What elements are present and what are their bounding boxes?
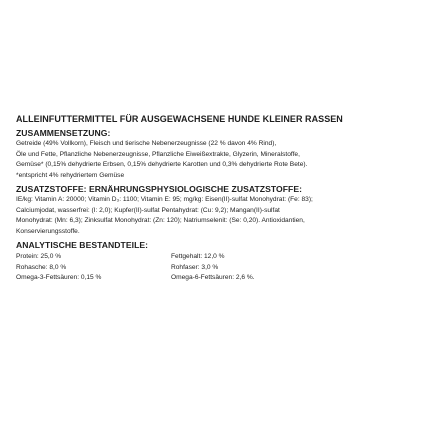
nutrient-fibre: Rohfaser: 3,0 % xyxy=(171,263,219,271)
additives-line: Konservierungsstoffe. xyxy=(16,227,80,235)
nutrient-ash: Rohasche: 8,0 % xyxy=(16,263,67,271)
analytical-heading: ANALYTISCHE BESTANDTEILE: xyxy=(16,240,149,250)
analytical-section xyxy=(16,240,430,284)
nutrient-protein: Protein: 25,0 % xyxy=(16,253,62,260)
nutrient-omega3: Omega-3-Fettsäuren: 0,15 % xyxy=(16,274,102,282)
additives-line: Monohydrat: (Mn: 6,3); Zinksulfat Monohydrat: (Zn: 120); Natriumselenit: (Se: 0,20). Antioxidantien, xyxy=(16,217,305,224)
composition-line: Gemüse* (0,15% dehydrierte Erbsen, 0,15% dehydrierte Karotten und 0,3% dehydrierte Rote Bete). xyxy=(16,161,308,168)
composition-heading: ZUSAMMENSETZUNG: xyxy=(16,128,111,138)
composition-section xyxy=(16,128,430,181)
composition-line: Getreide (49% Vollkorn), Fleisch und tierische Nebenerzeugnisse (22 % davon 4% Rind), xyxy=(16,140,277,147)
analytical-values xyxy=(16,252,430,284)
feeding-label xyxy=(16,114,430,287)
nutrient-fat: Fettgehalt: 12,0 % xyxy=(171,253,225,260)
additives-section xyxy=(16,184,430,237)
additives-line: IE/kg: Vitamin A: 20000; Vitamin D₃: 1100; Vitamin E: 95; mg/kg: Eisen(II)-sulfat Monohydrat: (Fe: 83); xyxy=(16,196,313,203)
composition-footnote: *entspricht 4% rehydriertem Gemüse xyxy=(16,171,125,179)
additives-line: Calciumjodat, wasserfrei: (I: 2,0); Kupfer(II)-sulfat Pentahydrat: (Cu: 9,2); Mangan(II)-sulfat xyxy=(16,206,280,214)
product-title: ALLEINFUTTERMITTEL FÜR AUSGEWACHSENE HUNDE KLEINER RASSEN xyxy=(16,114,343,124)
additives-heading: ZUSATZSTOFFE: ERNÄHRUNGSPHYSIOLOGISCHE ZUSATZSTOFFE: xyxy=(16,184,303,194)
additives-text xyxy=(16,195,430,237)
composition-line: Öle und Fette, Pflanzliche Nebenerzeugnisse, Pflanzliche Eiweißextrakte, Glyzerin, Mineralstoffe, xyxy=(16,150,300,158)
nutrient-omega6: Omega-6-Fettsäuren: 2,6 %. xyxy=(171,274,255,282)
composition-text xyxy=(16,139,430,181)
